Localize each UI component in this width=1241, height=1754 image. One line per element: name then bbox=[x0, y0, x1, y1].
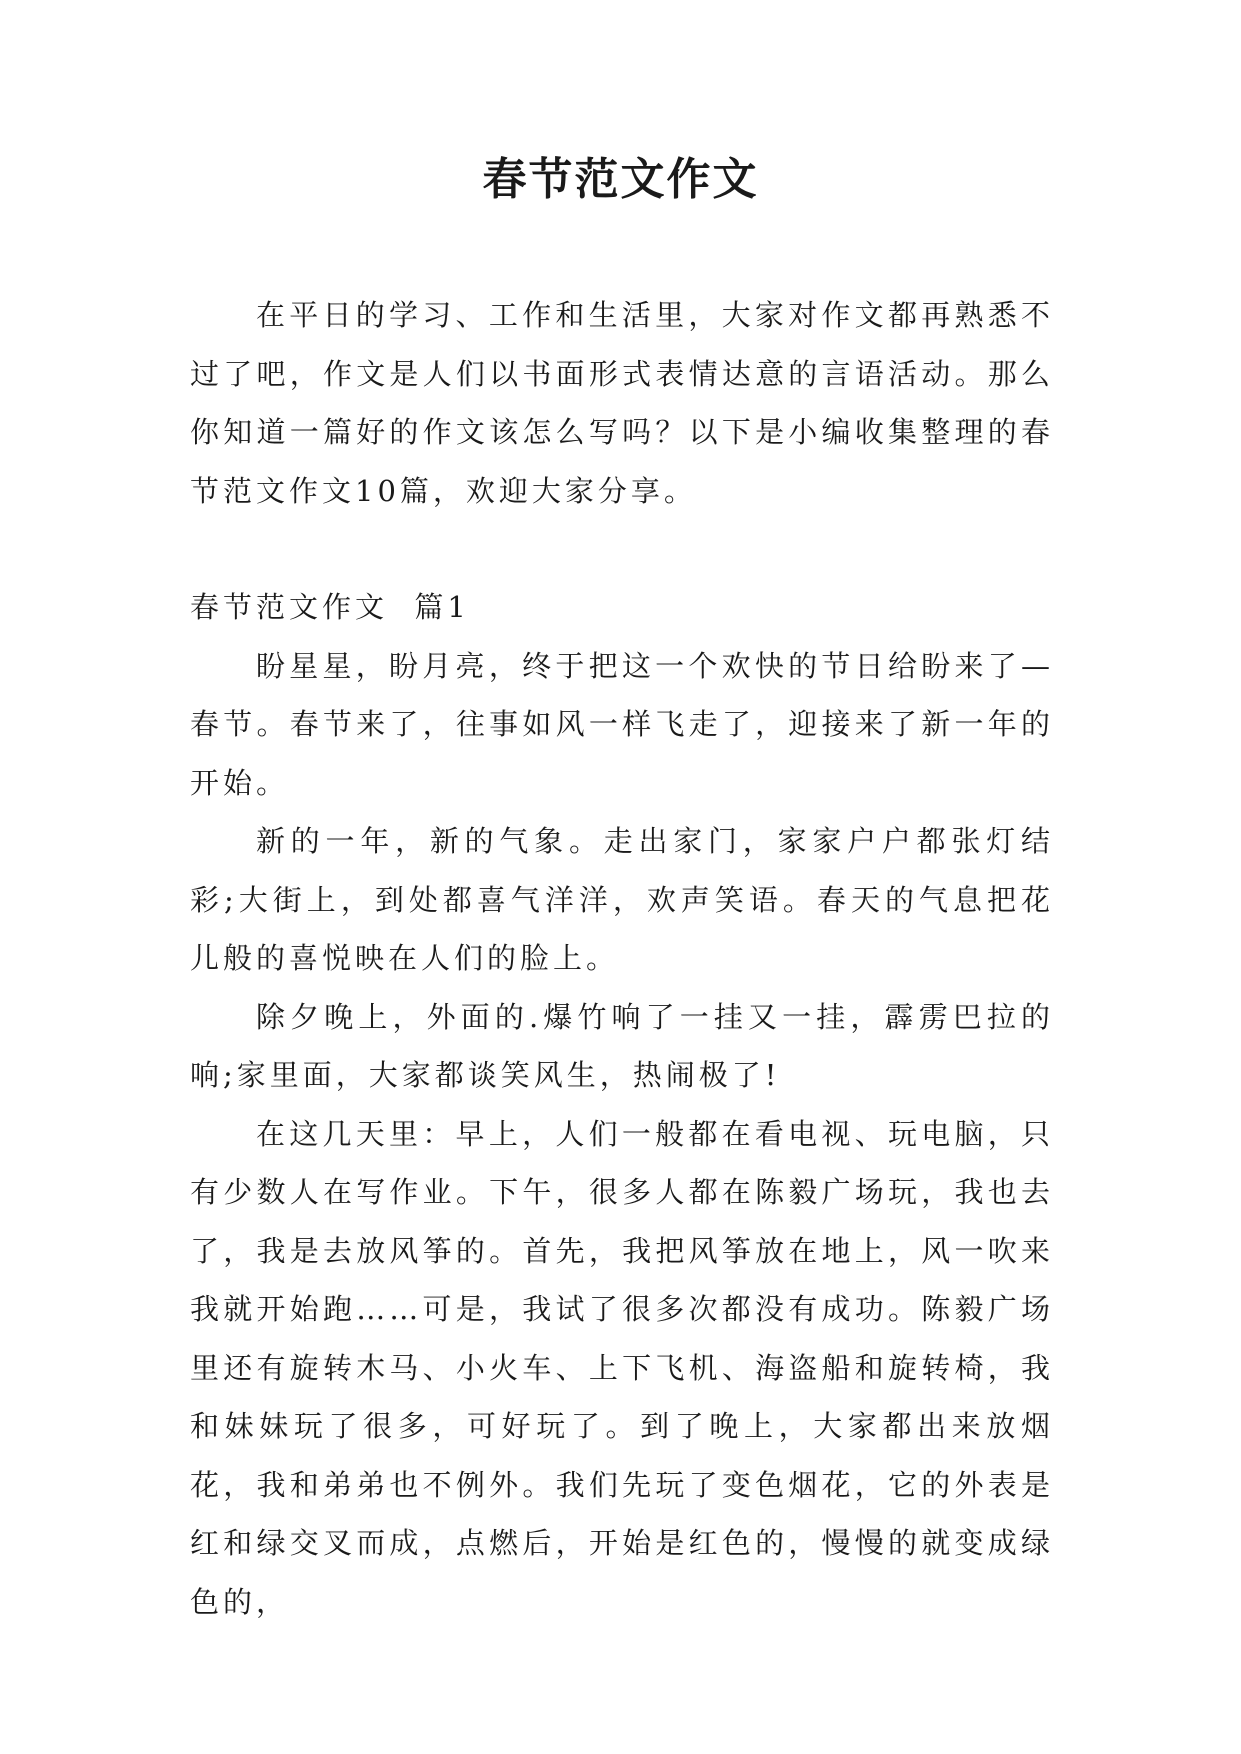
body-paragraph: 盼星星，盼月亮，终于把这一个欢快的节日给盼来了—春节。春节来了，往事如风一样飞走了，迎接来了新一年的开始。 bbox=[190, 648, 1054, 800]
document-title: 春节范文作文 bbox=[482, 154, 759, 205]
body-paragraph: 在这几天里：早上，人们一般都在看电视、玩电脑，只有少数人在写作业。下午，很多人都在陈毅广场玩，我也去了，我是去放风筝的。首先，我把风筝放在地上，风一吹来我就开始跑……可是，我试了很多次都没有成功。陈毅广场里还有旋转木马、小火车、上下飞机、海盗船和旋转椅，我和妹妹玩了很多，可好玩了。到了晚上，大家都出来放烟花，我和弟弟也不例外。我们先玩了变色烟花，它的外表是红和绿交叉而成，点燃后，开始是红色的，慢慢的就变成绿色的， bbox=[190, 1116, 1054, 1619]
body-paragraph: 新的一年，新的气象。走出家门，家家户户都张灯结彩;大街上，到处都喜气洋洋，欢声笑语。春天的气息把花儿般的喜悦映在人们的脸上。 bbox=[190, 824, 1054, 975]
body-paragraph: 除夕晚上，外面的.爆竹响了一挂又一挂，霹雳巴拉的响;家里面，大家都谈笑风生，热闹极了! bbox=[190, 999, 1054, 1092]
intro-paragraph: 在平日的学习、工作和生活里，大家对作文都再熟悉不过了吧，作文是人们以书面形式表情达意的言语活动。那么你知道一篇好的作文该怎么写吗？以下是小编收集整理的春节范文作文10篇，欢迎大家分享。 bbox=[190, 298, 1054, 508]
document-body bbox=[190, 286, 1054, 1631]
section-heading: 春节范文作文 篇1 bbox=[190, 590, 470, 624]
